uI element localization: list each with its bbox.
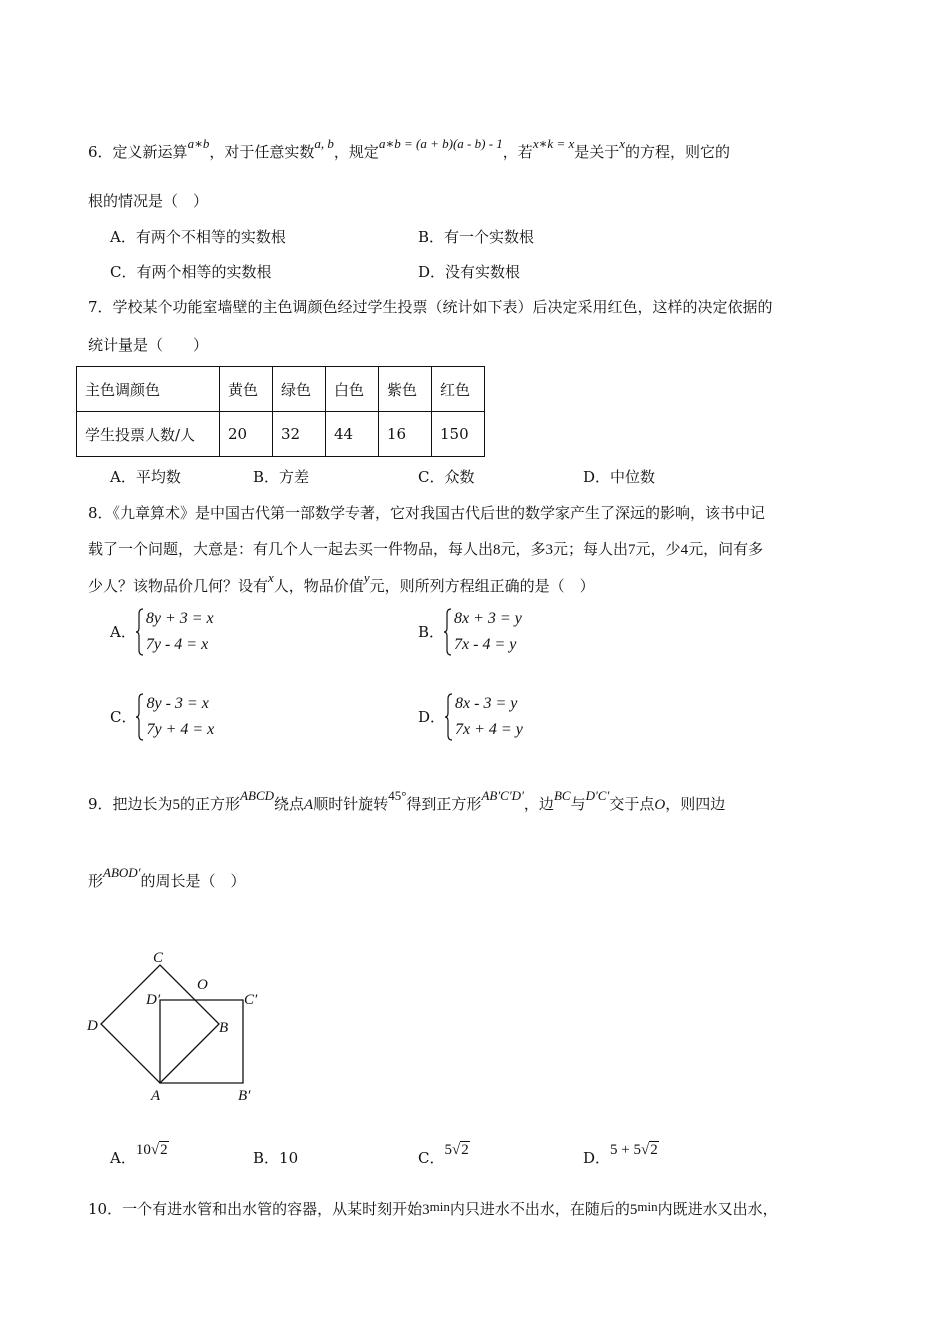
- q6-number: 6．: [88, 143, 113, 161]
- q9-text: 形: [88, 872, 104, 890]
- q9-option-c: [418, 1142, 470, 1169]
- q6-text: 是关于: [574, 143, 620, 161]
- q7-line2: 统计量是（ ）: [88, 336, 209, 354]
- q6-line1: [88, 136, 731, 163]
- q8-number: 7: [628, 542, 636, 558]
- q10-text: 内只进水不出水，在随后的: [449, 1200, 630, 1218]
- label-b-prime: B′: [238, 1088, 251, 1104]
- table-cell: 16: [379, 412, 432, 457]
- table-cell: 绿色: [273, 367, 326, 412]
- radicand: 2: [461, 1142, 469, 1158]
- table-cell: 20: [220, 412, 273, 457]
- table-row: [77, 412, 485, 457]
- equation: 7y - 4 = x: [145, 636, 209, 653]
- q6-option-a: A．有两个不相等的实数根: [110, 228, 286, 246]
- q9-point: A: [304, 797, 314, 813]
- q6-text: ，若: [502, 143, 533, 161]
- label-b: B: [219, 1020, 229, 1036]
- label-d-prime: D′: [146, 992, 161, 1008]
- q6-operation: a∗b: [187, 136, 210, 151]
- brace-icon: [445, 693, 453, 741]
- q9-text: 顺时针旋转: [313, 795, 389, 813]
- q8-var: y: [363, 570, 370, 585]
- q9-edge: BC: [553, 788, 571, 803]
- q9-option-d: [583, 1142, 659, 1169]
- q9-line2: [88, 865, 246, 892]
- option-label: A．: [110, 623, 136, 641]
- label-c: C: [153, 950, 164, 966]
- equation: 8y - 3 = x: [146, 695, 209, 712]
- label-c-prime: C′: [244, 992, 258, 1008]
- q8-option-b: [418, 606, 522, 658]
- table-cell: 黄色: [220, 367, 273, 412]
- equation-system: [445, 691, 523, 743]
- brace-icon: [136, 608, 144, 656]
- q8-line2: [88, 539, 763, 560]
- q6-option-c: C．有两个相等的实数根: [110, 263, 272, 281]
- q8-number: 4: [680, 542, 689, 558]
- table-cell: 主色调颜色: [77, 367, 220, 412]
- q9-text: ，则四边: [665, 795, 726, 813]
- q6-text: ，对于任意实数: [209, 143, 315, 161]
- q9-text: 交于点: [609, 795, 655, 813]
- table-row: [77, 367, 485, 412]
- q9-option-a: [110, 1142, 169, 1169]
- equation: 7x + 4 = y: [455, 721, 523, 738]
- q10-unit: min: [429, 1199, 450, 1214]
- radicand: 2: [650, 1142, 658, 1158]
- radical-expression: 10√2: [135, 1142, 168, 1158]
- q6-line2: 根的情况是（ ）: [88, 192, 209, 210]
- q9-angle: 45°: [388, 788, 407, 803]
- q9-text: 与: [570, 795, 586, 813]
- q10-unit: min: [637, 1199, 658, 1214]
- equation-system: [136, 691, 214, 743]
- q10-line1: [88, 1199, 778, 1220]
- brace-icon: [444, 608, 452, 656]
- brace-icon: [136, 693, 144, 741]
- option-label: C．: [110, 708, 137, 726]
- option-label: B．: [418, 623, 445, 641]
- q7-option-b: B．方差: [253, 468, 310, 486]
- q8-option-d: [418, 691, 523, 743]
- q8-text: 元，少: [635, 540, 681, 558]
- q8-line3: [88, 570, 595, 597]
- vote-table: [76, 366, 485, 457]
- table-cell: 44: [326, 412, 379, 457]
- q7-option-a: A．平均数: [110, 468, 181, 486]
- q8-option-c: [110, 691, 214, 743]
- equation: 8x + 3 = y: [454, 610, 522, 627]
- q8-text: 元；每人出: [553, 540, 629, 558]
- equation: 8x - 3 = y: [455, 695, 518, 712]
- q9-point: O: [654, 797, 666, 813]
- q8-text: 少人？该物品价几何？设有: [88, 577, 269, 595]
- q9-line1: [88, 788, 726, 815]
- table-cell: 学生投票人数/人: [77, 412, 220, 457]
- q8-text: 元，多: [500, 540, 546, 558]
- option-label: D．: [418, 708, 446, 726]
- q8-option-a: [110, 606, 214, 658]
- q9-text: 的正方形: [180, 795, 241, 813]
- q7-option-d: D．中位数: [583, 468, 656, 486]
- q8-text: 元，问有多: [688, 540, 764, 558]
- table-cell: 32: [273, 412, 326, 457]
- radical-coefficient: 5 + 5: [610, 1142, 641, 1158]
- table-cell: 紫色: [379, 367, 432, 412]
- q9-text: 的周长是（ ）: [140, 872, 246, 890]
- q6-text: 定义新运算: [112, 143, 188, 161]
- equation-system: [136, 606, 214, 658]
- label-o: O: [197, 977, 208, 993]
- q10-number: 5: [629, 1202, 638, 1218]
- radical-coefficient: 10: [135, 1142, 151, 1158]
- table-cell: 红色: [432, 367, 485, 412]
- q9-option-b: B．10: [253, 1149, 299, 1167]
- q9-text: 得到正方形: [406, 795, 482, 813]
- q9-text: 绕点: [274, 795, 305, 813]
- q6-var: x: [619, 136, 626, 151]
- radical-expression: 5 + 5√2: [610, 1142, 658, 1158]
- q9-number: 5: [172, 797, 181, 813]
- q9-square: ABCD: [240, 788, 275, 803]
- q6-equation: x∗k = x: [532, 136, 575, 151]
- q9-text: ，边: [523, 795, 554, 813]
- q7-option-c: C．众数: [418, 468, 475, 486]
- q7-line1: 7．学校某个功能室墙壁的主色调颜色经过学生投票（统计如下表）后决定采用红色，这样的决定依据的: [88, 298, 773, 316]
- radicand: 2: [160, 1142, 168, 1158]
- q8-var: x: [268, 570, 274, 585]
- equation-system: [444, 606, 522, 658]
- q8-text: 人，物品价值: [273, 577, 364, 595]
- equation: 7x - 4 = y: [454, 636, 517, 653]
- q8-number: 8: [493, 542, 501, 558]
- q9-text: 9．把边长为: [88, 795, 173, 813]
- q6-text: ，规定: [333, 143, 379, 161]
- q8-number: 3: [545, 542, 554, 558]
- q8-text: 载了一个问题，大意是：有几个人一起去买一件物品，每人出: [88, 540, 494, 558]
- q10-text: 10．一个有进水管和出水管的容器，从某时刻开始: [88, 1200, 423, 1218]
- table-cell: 150: [432, 412, 485, 457]
- q9-square: AB′C′D′: [481, 788, 524, 803]
- option-label: D．: [583, 1149, 611, 1167]
- q10-number: 3: [422, 1202, 430, 1218]
- q8-text: 元，则所列方程组正确的是（ ）: [369, 577, 595, 595]
- radical-expression: 5√2: [444, 1142, 469, 1158]
- q8-line1: 8．《九章算术》是中国古代第一部数学专著，它对我国古代后世的数学家产生了深远的影响，该书中记: [88, 504, 766, 522]
- q9-edge: D′C′: [585, 788, 610, 803]
- equation: 7y + 4 = x: [146, 721, 215, 738]
- q6-text: 的方程，则它的: [625, 143, 731, 161]
- q6-rule: a∗b = (a + b)(a - b) - 1: [378, 136, 503, 151]
- rotated-squares-figure: [80, 940, 280, 1110]
- label-a: A: [151, 1088, 161, 1104]
- q6-option-d: D．没有实数根: [418, 263, 521, 281]
- q6-vars: a, b: [314, 136, 334, 151]
- radical-coefficient: 5: [444, 1142, 452, 1158]
- equation: 8y + 3 = x: [145, 610, 214, 627]
- q9-quadrilateral: ABOD′: [103, 865, 141, 880]
- option-label: C．: [418, 1149, 445, 1167]
- q6-option-b: B．有一个实数根: [418, 228, 535, 246]
- table-cell: 白色: [326, 367, 379, 412]
- option-label: A．: [110, 1149, 136, 1167]
- label-d: D: [87, 1018, 98, 1034]
- q10-text: 内既进水又出水，: [657, 1200, 778, 1218]
